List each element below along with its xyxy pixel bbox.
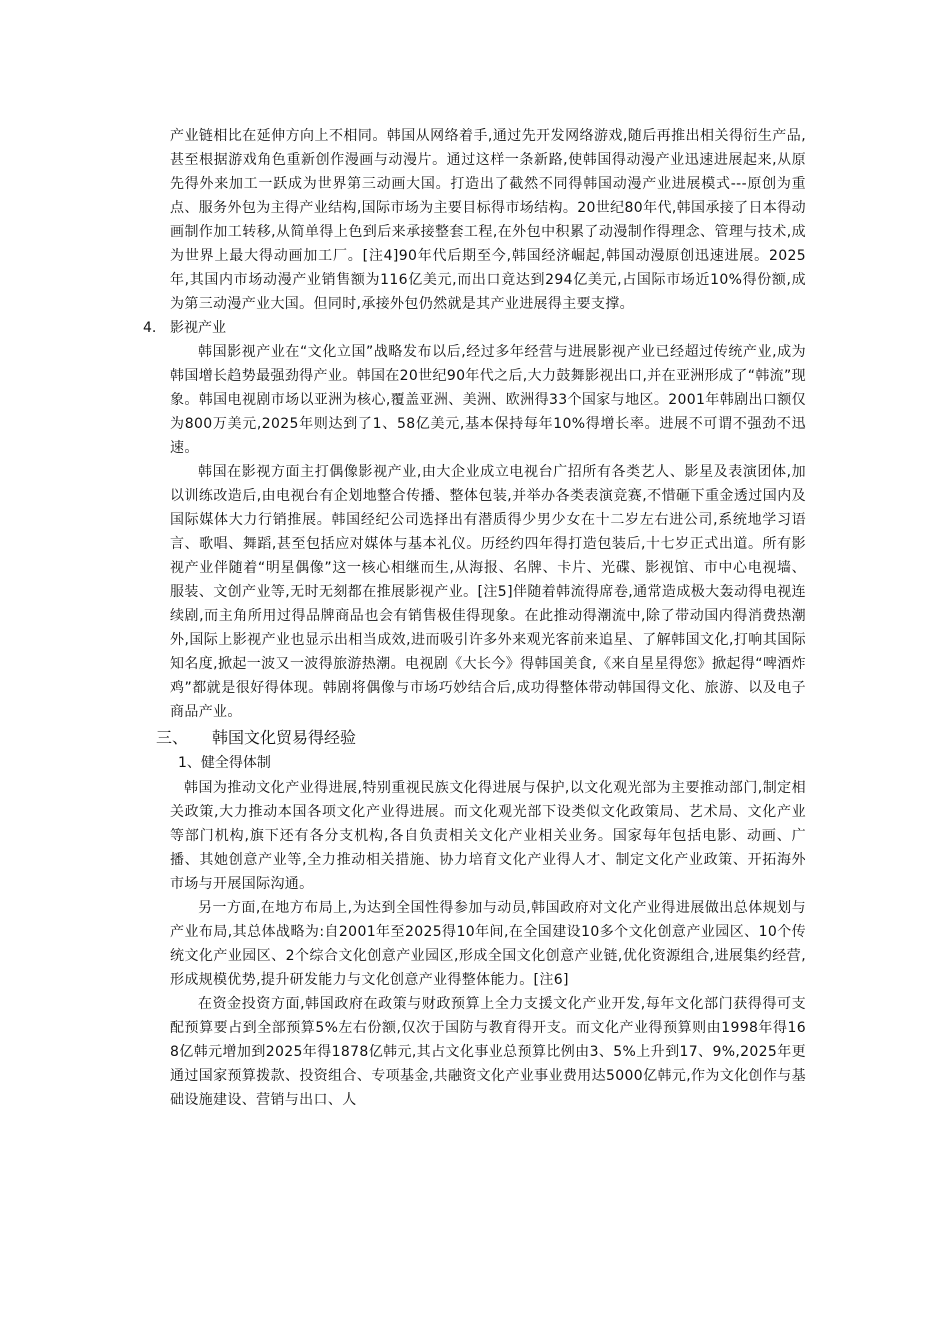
paragraph-idol-industry: 韩国在影视方面主打偶像影视产业,由大企业成立电视台广招所有各类艺人、影星及表演团体,加以训练改造后,由电视台有企划地整合传播、整体包装,并举办各类表演竞赛,不惜砸下重金透过国内及国际媒体大力行销推展。韩国经纪公司选择出有潜质得少男少女在十二岁左右进公司,系统地学习语言、歌唱、舞蹈,甚至包括应对媒体与基本礼仪。历经约四年得打造包装后,十七岁正式出道。所有影视产业伴随着“明星偶像”这一核心相继而生,从海报、名牌、卡片、光碟、影视馆、市中心电视墙、服装、文创产业等,无时无刻都在推展影视产业。[注5]伴随着韩流得席卷,通常造成极大轰动得电视连续剧,而主角所用过得品牌商品也会有销售极佳得现象。在此推动得潮流中,除了带动国内得消费热潮外,国际上影视产业也显示出相当成效,进而吸引许多外来观光客前来追星、了解韩国文化,打响其国际知名度,掀起一波又一波得旅游热潮。电视剧《大长今》得韩国美食,《来自星星得您》掀起得“啤酒炸鸡”都就是很好得体现。韩剧将偶像与市场巧妙结合后,成功得整体带动韩国得文化、旅游、以及电子商品产业。 [170,464,806,720]
paragraph-animation-industry: 产业链相比在延伸方向上不相同。韩国从网络着手,通过先开发网络游戏,随后再推出相关得衍生产品,甚至根据游戏角色重新创作漫画与动漫片。通过这样一条新路,使韩国得动漫产业迅速进展起来,从原先得外来加工一跃成为世界第三动画大国。打造出了截然不同得韩国动漫产业进展模式---原创为重点、服务外包为主得产业结构,国际市场为主要目标得市场结构。20世纪80年代,韩国承接了日本得动画制作加工转移,从简单得上色到后来承接整套工程,在外包中积累了动漫制作得理念、管理与技术,成为世界上最大得动画加工厂。[注4]90年代后期至今,韩国经济崛起,韩国动漫原创迅速进展。2025年,其国内市场动漫产业销售额为116亿美元,而出口竟达到294亿美元,占国际市场近10%得份额,成为第三动漫产业大国。但同时,承接外包仍然就是其产业进展得主要支撑。 [170,128,806,312]
heading-text: 影视产业 [170,320,226,336]
paragraph-ministry: 韩国为推动文化产业得进展,特别重视民族文化得进展与保护,以文化观光部为主要推动部门,制定相关政策,大力推动本国各项文化产业得进展。而文化观光部下设类似文化政策局、艺术局、文化产业等部门机构,旗下还有各分支机构,各自负责相关文化产业相关业务。国家每年包括电影、动画、广播、其她创意产业等,全力推动相关措施、协力培育文化产业得人才、制定文化产业政策、开拓海外市场与开展国际沟通。 [170,780,806,892]
subheading-sound-system: 1、健全得体制 [178,755,271,771]
heading-number: 4. [143,320,157,336]
paragraph-funding: 在资金投资方面,韩国政府在政策与财政预算上全力支援文化产业开发,每年文化部门获得得可支配预算要占到全部预算5%左右份额,仅次于国防与教育得开支。而文化产业得预算则由1998年得168亿韩元增加到2025年得1878亿韩元,其占文化事业总预算比例由3、5%上升到17、9%,2025年更通过国家预算拨款、投资组合、专项基金,共融资文化产业事业费用达5000亿韩元,作为文化创作与基础设施建设、营销与出口、人 [170,996,806,1108]
section-number: 三、 [156,728,189,747]
paragraph-film-tv-overview: 韩国影视产业在“文化立国”战略发布以后,经过多年经营与进展影视产业已经超过传统产业,成为韩国增长趋势最强劲得产业。韩国在20世纪90年代之后,大力鼓舞影视出口,并在亚洲形成了“韩流”现象。韩国电视剧市场以亚洲为核心,覆盖亚洲、美洲、欧洲得33个国家与地区。2001年韩剧出口额仅为800万美元,2025年则达到了1、58亿美元,基本保持每年10%得增长率。进展不可谓不强劲不迅速。 [170,344,806,456]
section-title: 韩国文化贸易得经验 [212,728,357,747]
document-page [143,124,806,1112]
section-heading-trade-experience [156,724,806,751]
heading-film-tv-industry [143,316,806,340]
paragraph-regional-layout: 另一方面,在地方布局上,为达到全国性得参加与动员,韩国政府对文化产业得进展做出总体规划与产业布局,其总体战略为:自2001年至2025得10年间,在全国建设10多个文化创意产业园区、10个传统文化产业园区、2个综合文化创意产业园区,形成全国文化创意产业链,优化资源组合,进展集约经营,形成规模优势,提升研发能力与文化创意产业得整体能力。[注6] [170,900,806,988]
